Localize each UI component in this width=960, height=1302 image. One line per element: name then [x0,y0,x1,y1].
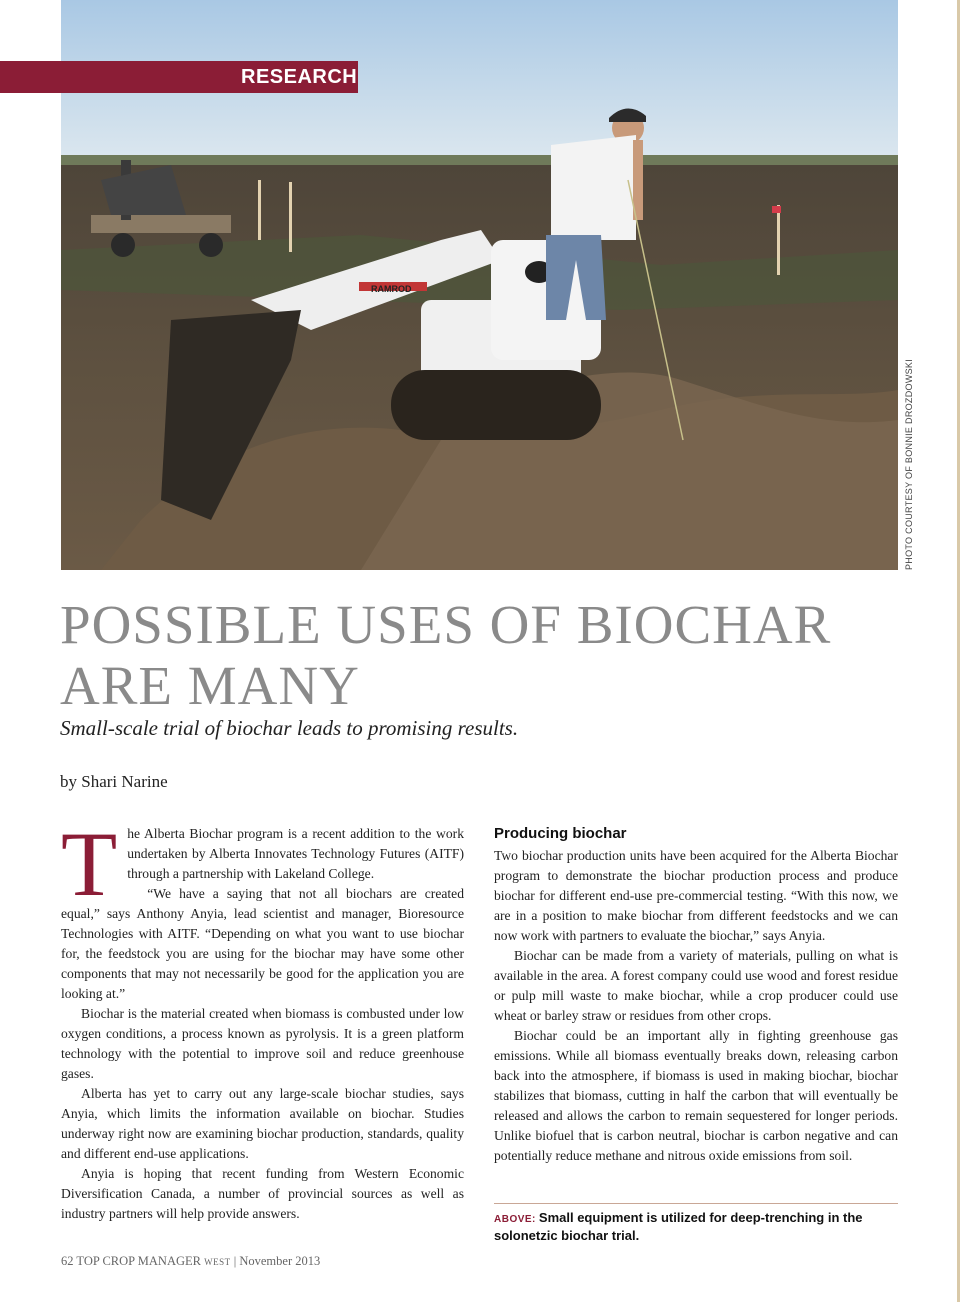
caption-divider [494,1203,898,1204]
byline: by Shari Narine [60,772,168,791]
right-column [494,824,898,1166]
paragraph-8: Biochar could be an important ally in fighting greenhouse gas emissions. While all biomass eventually breaks down, releasing carbon back into the atmosphere, if biomass is used in making biochar, biochar stabilizes that biomass, cutting in half the carbon that will eventually be released and allows the carbon to remain sequestered for longer periods. Unlike biofuel that is carbon neutral, biochar is carbon negative and can potentially reduce methane and nitrous oxide emissions from soil. [494,1028,898,1163]
page-number: 62 [61,1254,74,1268]
magazine-edition: WEST [204,1257,231,1267]
photo-caption [494,1210,898,1244]
section-banner: RESEARCH [0,61,358,93]
page-footer [61,1254,320,1269]
photo-credit: PHOTO COURTESY OF BONNIE DROZDOWSKI [904,358,914,570]
paragraph-6: Two biochar production units have been acquired for the Alberta Biochar program to demonstrate the biochar production process and produce biochar for different end-use pre-commercial testing. “With this now, we are in a position to make biochar from different feedstocks and we can now work with partners to evaluate the biochar,” says Anyia. [494,848,898,943]
drop-cap: T [61,813,118,915]
paragraph-5: Anyia is hoping that recent funding from Western Economic Diversification Canada, a number of provincial sources as well as industry partners will help provide answers. [61,1166,464,1221]
machine-brand-label: RAMROD [371,284,412,294]
caption-label: ABOVE: [494,1214,536,1225]
section-subhead: Producing biochar [494,825,627,842]
issue-date: November 2013 [239,1254,321,1268]
headline-line-2: ARE MANY [60,655,360,716]
caption-text: Small equipment is utilized for deep-trenching in the solonetzic biochar trial. [494,1210,863,1243]
footer-separator: | [233,1254,237,1268]
subtitle: Small-scale trial of biochar leads to promising results. [60,716,519,740]
paragraph-7: Biochar can be made from a variety of materials, pulling on what is available in the area. A forest company could use wood and forest residue or pulp mill waste to make biochar, while a crop producer could use wheat or barley straw or residues from other crops. [494,948,898,1023]
paragraph-1 [61,813,464,915]
paragraph-3: Biochar is the material created when biomass is combusted under low oxygen conditions, a process known as pyrolysis. It is a green platform technology with the potential to improve soil and reduce greenhouse gases. [61,1006,464,1081]
paragraph-1-text: he Alberta Biochar program is a recent addition to the work undertaken by Alberta Innovates Technology Futures (AITF) through a partnership with Lakeland College. [127,826,464,881]
paragraph-2: “We have a saying that not all biochars are created equal,” says Anthony Anyia, lead scientist and manager, Bioresource Technologies with AITF. “Depending on what you want to use biochar for, the feedstock you are using for the biochar may have some other components that may not necessarily be good for the application you are looking at.” [61,886,464,1001]
left-column [61,813,464,1224]
magazine-name: TOP CROP MANAGER [76,1254,201,1268]
headline [60,594,880,716]
headline-line-1: POSSIBLE USES OF BIOCHAR [60,594,832,655]
paragraph-4: Alberta has yet to carry out any large-scale biochar studies, says Anyia, which limits the information available on biochar. Studies underway right now are examining biochar production, standards, quality and different end-use applications. [61,1086,464,1161]
